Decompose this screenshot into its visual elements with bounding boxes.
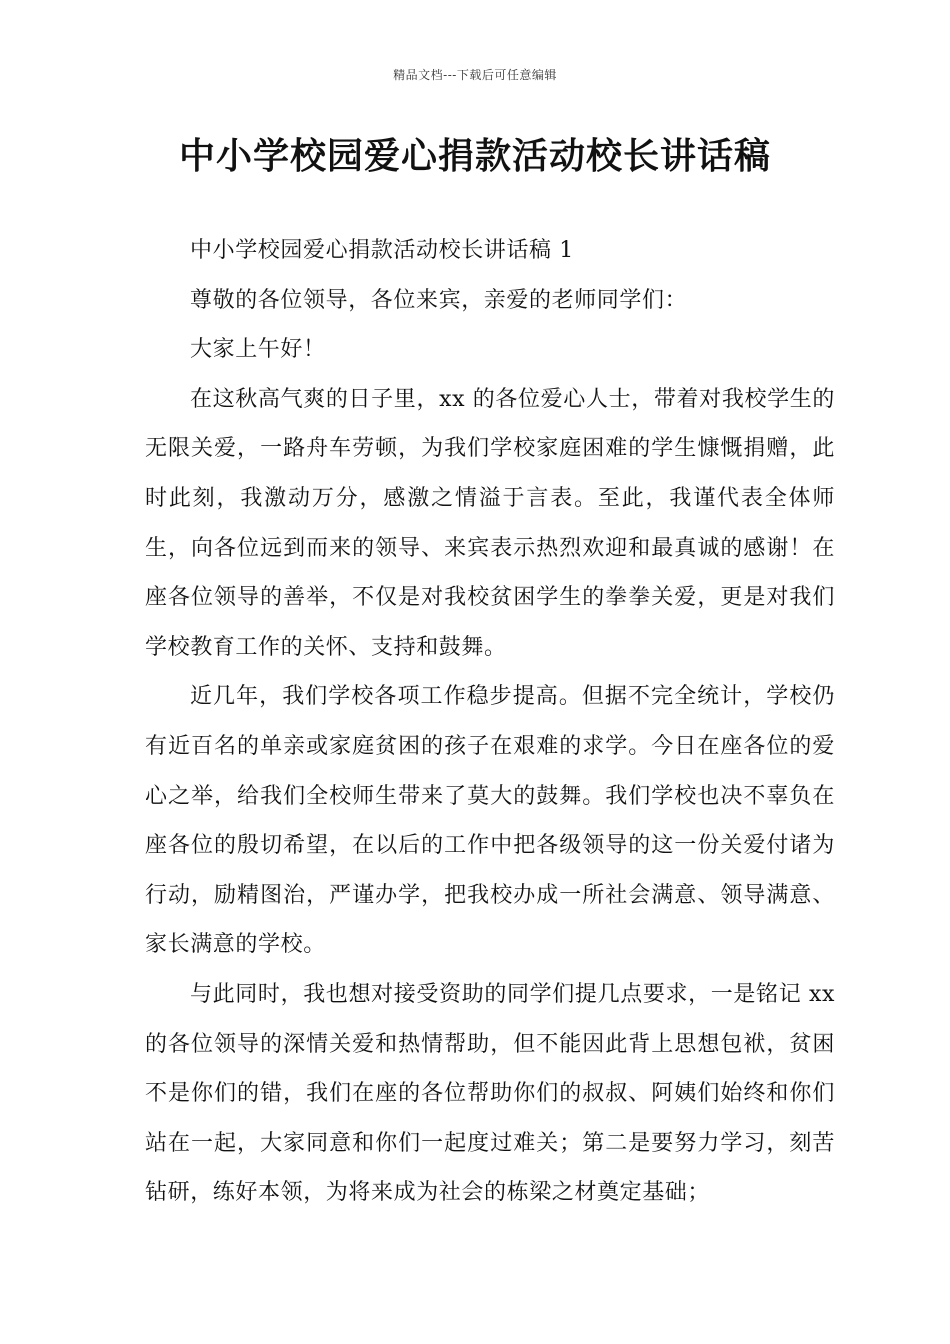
- greeting-paragraph: 大家上午好！: [190, 337, 326, 363]
- body-paragraph: 近几年，我们学校各项工作稳步提高。但据不完全统计，学校仍有近百名的单亲或家庭贫困的孩子在艰难的求学。今日在座各位的爱心之举，给我们全校师生带来了莫大的鼓舞。我们学校也决不辜负在座各位的殷切希望，在以后的工作中把各级领导的这一份关爱付诸为行动，励精图治，严谨办学，把我校办成一所社会满意、领导满意、家长满意的学校。: [145, 684, 835, 958]
- body-paragraph: 在这秋高气爽的日子里，xx 的各位爱心人士，带着对我校学生的无限关爱，一路舟车劳顿，为我们学校家庭困难的学生慷慨捐赠，此时此刻，我激动万分，感激之情溢于言表。至此，我谨代表全体师生，向各位远到而来的领导、来宾表示热烈欢迎和最真诚的感谢！在座各位领导的善举，不仅是对我校贫困学生的拳拳关爱，更是对我们学校教育工作的关怀、支持和鼓舞。: [145, 386, 835, 660]
- document-title: 中小学校园爱心捐款活动校长讲话稿: [178, 136, 771, 177]
- body-paragraph: 与此同时，我也想对接受资助的同学们提几点要求，一是铭记 xx 的各位领导的深情关爱和热情帮助，但不能因此背上思想包袱，贫困不是你们的错，我们在座的各位帮助你们的叔叔、阿姨们始终和你们站在一起，大家同意和你们一起度过难关；第二是要努力学习，刻苦钻研，练好本领，为将来成为社会的栋梁之材奠定基础；: [145, 981, 835, 1206]
- document-body: [145, 226, 835, 1218]
- salutation-paragraph: 尊敬的各位领导，各位来宾，亲爱的老师同学们：: [190, 287, 688, 313]
- subtitle-paragraph: 中小学校园爱心捐款活动校长讲话稿 1: [190, 238, 574, 263]
- header-note: 精品文档---下载后可任意编辑: [393, 68, 557, 82]
